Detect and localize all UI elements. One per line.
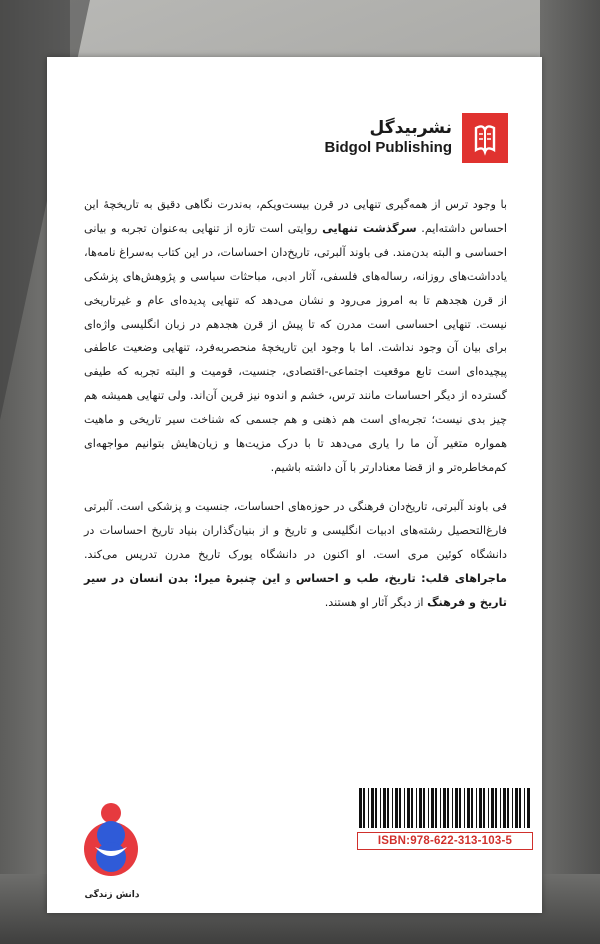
barcode-bar <box>452 788 453 828</box>
barcode-bar <box>467 788 470 828</box>
barcode-bar <box>519 788 521 828</box>
series-name: دانش زندگی <box>84 890 140 900</box>
barcode-bar <box>387 788 389 828</box>
body-text-run: با وجود ترس از همه‌گیری تنهایی در قرن بیست‌ویکم، به‌ندرت نگاهی دقیق به تاریخچهٔ این احساس داشته‌ایم. <box>84 198 507 235</box>
people-circle-logo-icon <box>81 799 141 889</box>
barcode-bar <box>491 788 494 828</box>
body-text-run: فی باوند آلبرتی، تاریخ‌دان فرهنگی در حوزه‌های احساسات، جنسیت و پزشکی است. آلبرتی فارغ‌التحصیل رشته‌های ادبیات انگلیسی و تاریخ و از بنیان‌گذاران بنیاد تاریخ احساسات در دانشگاه کوئین مری است. او اکنون در دانشگاه یورک تاریخ مدرن تدریس می‌کند. <box>84 499 507 561</box>
barcode-icon <box>357 788 533 828</box>
publisher-header <box>325 113 509 163</box>
barcode-bar <box>380 788 381 828</box>
barcode-bar <box>512 788 513 828</box>
barcode-bar <box>515 788 518 828</box>
barcode-bar <box>435 788 437 828</box>
barcode-bar <box>495 788 497 828</box>
barcode-bar <box>488 788 489 828</box>
barcode-block <box>357 788 533 850</box>
barcode-bar <box>503 788 506 828</box>
barcode-bar <box>464 788 465 828</box>
publisher-name-en: Bidgol Publishing <box>324 139 452 156</box>
barcode-bar <box>524 788 525 828</box>
barcode-bar <box>392 788 393 828</box>
book-title-text: ماجراهای قلب: تاریخ، طب و احساس <box>295 571 507 585</box>
barcode-bar <box>500 788 501 828</box>
book-description <box>84 193 507 629</box>
body-text-run: از دیگر آثار او هستند. <box>324 595 428 609</box>
barcode-bar <box>371 788 374 828</box>
isbn-label: ISBN:978-622-313-103-5 <box>357 832 533 850</box>
barcode-bar <box>423 788 425 828</box>
barcode-bar <box>471 788 473 828</box>
back-cover-card <box>47 57 542 913</box>
barcode-bar <box>411 788 413 828</box>
body-text-run: روایتی است تازه از تنهایی به‌عنوان تجربه و بیانی احساسی و البته بدن‌مند. فی باوند آلبرتی، تاریخ‌دان احساسات، در این کتاب به‌سراغ نامه‌ها، یادداشت‌های روزانه، رساله‌های فلسفی، آثار ادبی، مباحثات سیاسی و پژوهش‌های پزشکی از قرن هجدهم تا به امروز می‌رود و نشان می‌دهد که تنهایی پدیده‌ای عام و غیرتاریخی نیست. تنهایی احساسی است مدرن که تا پیش از قرن هجدهم در زبان انگلیسی واژه‌ای برای بیان آن وجود نداشت. اما با وجود این تاریخچهٔ منحصربه‌فرد، تنهایی وضعیت عاطفی پیچیده‌ای است تابع موقعیت اجتماعی-اقتصادی، جنسیت، قومیت و البته تجربه که طیفی گسترده از دیگر احساسات مانند ترس، خشم و اندوه نیز قرین آن‌اند. ولی تنهایی همیشه هم چیز بدی نیست؛ تجربه‌ای است هم ذهنی و هم جسمی که شناخت سیر تاریخی و ماهیت همواره متغیر آن ما را یاری می‌دهد تا با درک مزیت‌ها و زیان‌هایش بتوانیم مواجهه‌ای کم‌مخاطره‌تر و از قضا معنادارتر با آن داشته باشیم. <box>84 221 507 474</box>
publisher-name-fa: نشربیدگل <box>369 118 452 138</box>
barcode-bar <box>368 788 369 828</box>
description-paragraph <box>84 193 507 480</box>
barcode-bar <box>507 788 509 828</box>
body-text-run: و <box>280 571 296 585</box>
barcode-bar <box>483 788 485 828</box>
barcode-bar <box>428 788 429 828</box>
barcode-bar <box>363 788 365 828</box>
barcode-bar <box>431 788 434 828</box>
barcode-bar <box>375 788 377 828</box>
book-title-text: سرگذشت تنهایی <box>322 221 417 235</box>
barcode-bar <box>527 788 530 828</box>
barcode-bar <box>383 788 386 828</box>
barcode-bar <box>419 788 422 828</box>
barcode-bar <box>404 788 405 828</box>
barcode-bar <box>479 788 482 828</box>
barcode-bar <box>447 788 449 828</box>
barcode-bar <box>476 788 477 828</box>
barcode-bar <box>359 788 362 828</box>
book-title-text: این چنبرهٔ میرا: بدن انسان در سیر تاریخ و فرهنگ <box>84 571 507 609</box>
barcode-bar <box>443 788 446 828</box>
publisher-names <box>325 118 453 158</box>
book-logo-icon <box>462 113 508 163</box>
barcode-bar <box>440 788 441 828</box>
barcode-bar <box>416 788 417 828</box>
barcode-bar <box>399 788 401 828</box>
background-shadow-right <box>540 0 600 944</box>
barcode-bar <box>395 788 398 828</box>
barcode-bar <box>455 788 458 828</box>
author-bio-paragraph <box>84 495 507 615</box>
barcode-bar <box>459 788 461 828</box>
barcode-bar <box>407 788 410 828</box>
